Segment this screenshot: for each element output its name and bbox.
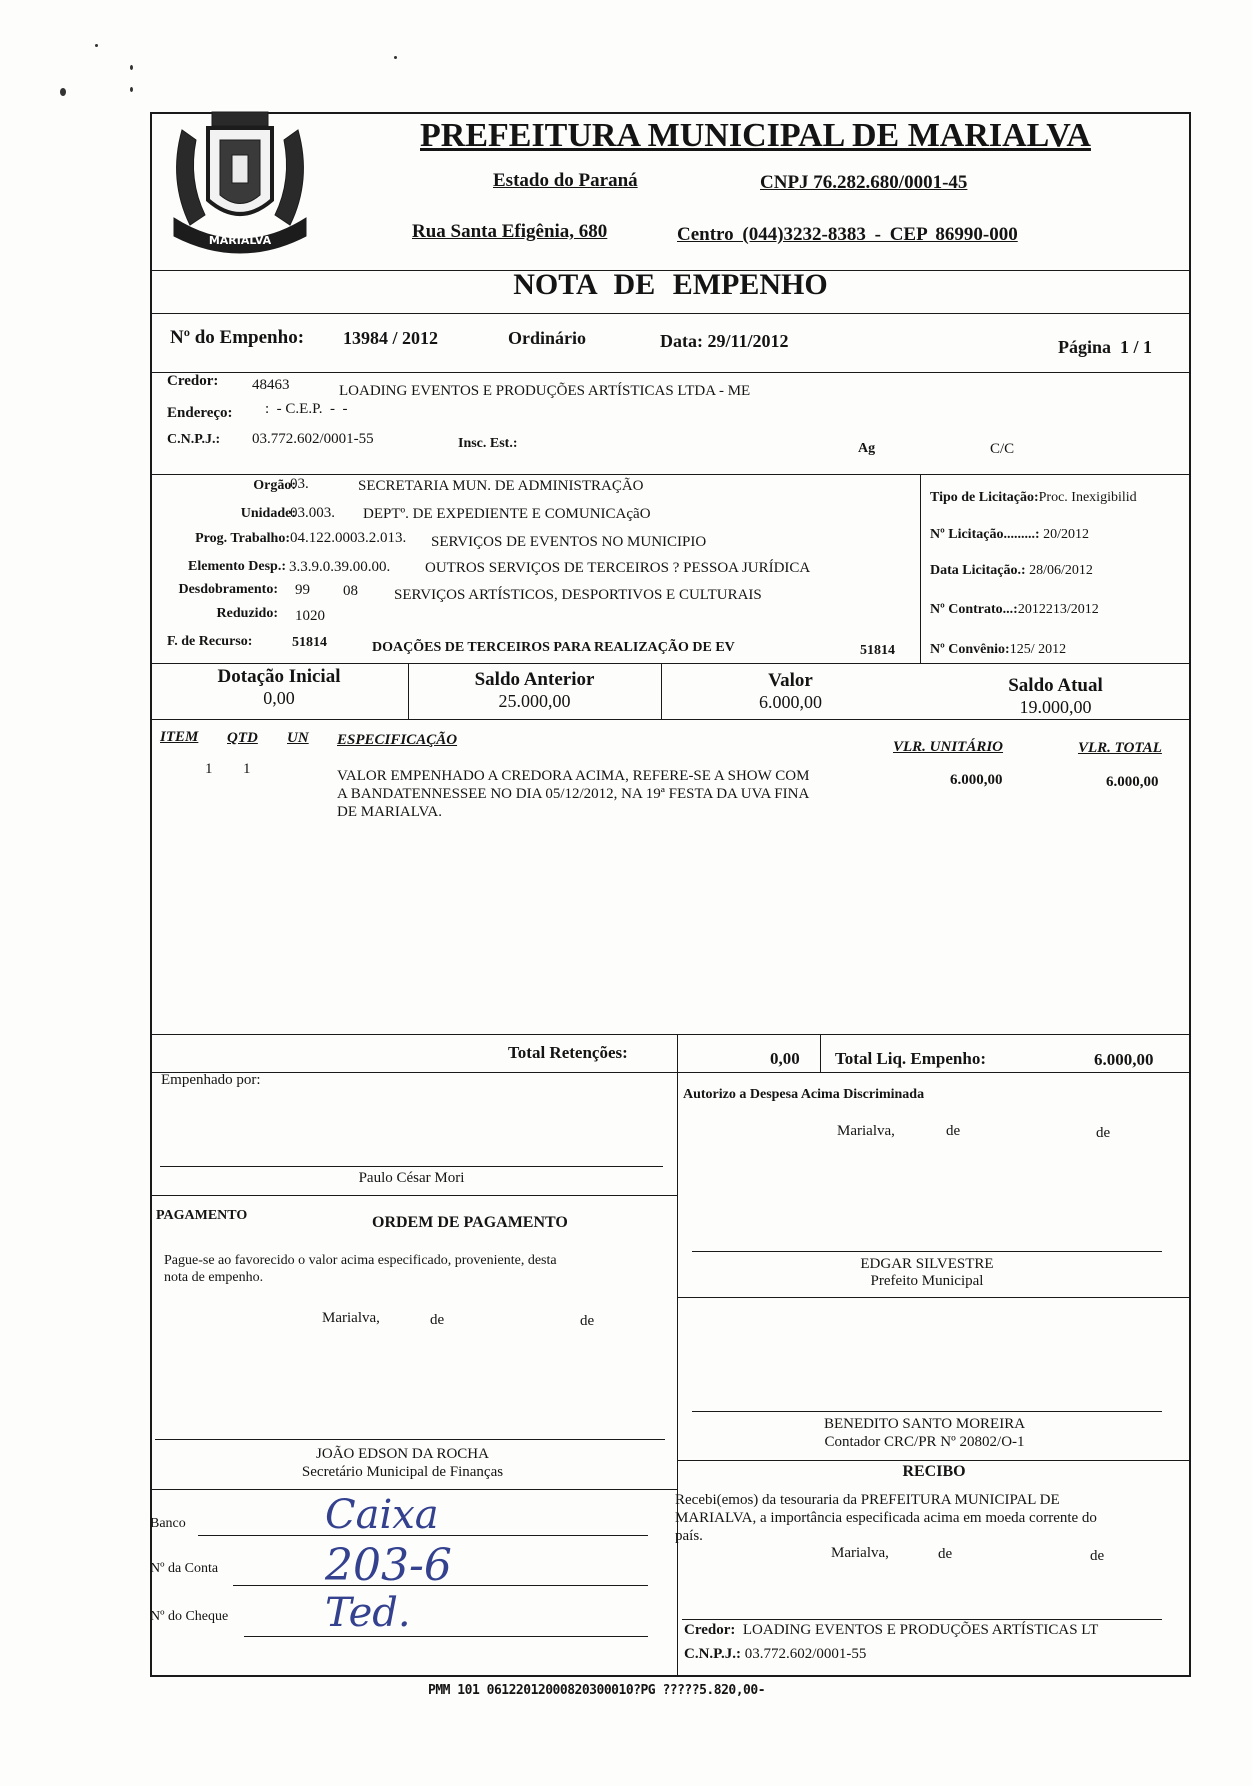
signature-line bbox=[155, 1439, 665, 1440]
address-label: Endereço: bbox=[167, 405, 233, 421]
numero-licitacao: Nº Licitação.........: 20/2012 bbox=[930, 527, 1089, 542]
scan-speck bbox=[60, 88, 66, 96]
creditor-cnpj: 03.772.602/0001-55 bbox=[252, 431, 374, 447]
district-phone: Centro (044)3232-8383 - CEP 86990-000 bbox=[677, 224, 1018, 245]
cc-label: C/C bbox=[990, 441, 1015, 457]
saldo-atual: Saldo Atual 19.000,00 bbox=[1008, 675, 1103, 717]
contador-signature: BENEDITO SANTO MOREIRA Contador CRC/PR Nº 20802/O-1 bbox=[823, 1416, 1026, 1450]
unidade-label: Unidade: bbox=[240, 506, 296, 521]
desdobramento-name: SERVIÇOS ARTÍSTICOS, DESPORTIVOS E CULTURAIS bbox=[394, 587, 762, 603]
secretario-signature: JOÃO EDSON DA ROCHA Secretário Municipal de Finanças bbox=[301, 1446, 504, 1480]
prog-trabalho-label: Prog. Trabalho: bbox=[195, 531, 290, 546]
authorization-de-2: de bbox=[1096, 1125, 1111, 1141]
scan-speck bbox=[130, 87, 133, 92]
pagamento-label: PAGAMENTO bbox=[156, 1208, 248, 1223]
creditor-code: 48463 bbox=[252, 377, 290, 393]
total-liquido-label: Total Liq. Empenho: bbox=[835, 1049, 986, 1068]
receipt-de-1: de bbox=[938, 1546, 953, 1562]
data-licitacao: Data Licitação.: 28/06/2012 bbox=[930, 563, 1093, 578]
authorization-city: Marialva, bbox=[837, 1123, 895, 1139]
creditor-label: Credor: bbox=[167, 373, 219, 389]
prog-trabalho-name: SERVIÇOS DE EVENTOS NO MUNICIPIO bbox=[431, 534, 707, 550]
pagamento-text: Pague-se ao favorecido o valor acima especificado, proveniente, desta nota de empenho. bbox=[164, 1253, 557, 1285]
scan-speck bbox=[130, 65, 133, 70]
unidade-name: DEPTº. DE EXPEDIENTE E COMUNICAçãO bbox=[363, 506, 651, 522]
signature-line bbox=[160, 1166, 663, 1167]
svg-text:MARIALVA: MARIALVA bbox=[208, 234, 272, 247]
banco-label: Banco bbox=[150, 1516, 186, 1531]
total-liquido-value: 6.000,00 bbox=[1094, 1050, 1154, 1069]
signature-line bbox=[682, 1619, 1162, 1620]
receipt-cnpj: C.N.P.J.: 03.772.602/0001-55 bbox=[684, 1646, 867, 1662]
header-cnpj: CNPJ 76.282.680/0001-45 bbox=[760, 172, 968, 193]
recurso-label: F. de Recurso: bbox=[167, 634, 253, 649]
autorizo-despesa: Autorizo a Despesa Acima Discriminada bbox=[683, 1087, 925, 1102]
valor-empenho: Valor 6.000,00 bbox=[759, 670, 822, 712]
item-qtd: 1 bbox=[243, 761, 251, 777]
empenho-number: 13984 / 2012 bbox=[343, 328, 439, 348]
item-total-value: 6.000,00 bbox=[1106, 774, 1159, 790]
creditor-name: LOADING EVENTOS E PRODUÇÕES ARTÍSTICAS LTDA - ME bbox=[339, 383, 751, 399]
payment-de-2: de bbox=[580, 1313, 595, 1329]
col-especificacao: ESPECIFICAÇÃO bbox=[337, 732, 458, 748]
receipt-city: Marialva, bbox=[831, 1545, 889, 1561]
ag-label: Ag bbox=[858, 441, 876, 456]
banco-handwritten: Caixa bbox=[325, 1492, 439, 1538]
numero-contrato: Nº Contrato...:2012213/2012 bbox=[930, 602, 1099, 617]
recurso-code: 51814 bbox=[292, 635, 327, 650]
col-vlr-total: VLR. TOTAL bbox=[1078, 740, 1162, 756]
elemento-name: OUTROS SERVIÇOS DE TERCEIROS ? PESSOA JURÍDICA bbox=[425, 560, 811, 576]
municipality-title: PREFEITURA MUNICIPAL DE MARIALVA bbox=[420, 117, 1091, 154]
document-title: NOTA DE EMPENHO bbox=[513, 268, 828, 301]
scan-speck bbox=[394, 56, 397, 59]
authorization-de-1: de bbox=[946, 1123, 961, 1139]
empenho-type: Ordinário bbox=[508, 328, 587, 348]
city-crest-icon bbox=[160, 100, 320, 260]
cnpj-label: C.N.P.J.: bbox=[167, 432, 221, 447]
col-qtd: QTD bbox=[227, 730, 258, 746]
desdobramento-b: 08 bbox=[343, 583, 358, 599]
insc-est-label: Insc. Est.: bbox=[458, 436, 518, 451]
page-indicator: Página 1 / 1 bbox=[1058, 337, 1153, 357]
address-value: : - C.E.P. - - bbox=[265, 401, 348, 417]
reduzido-value: 1020 bbox=[295, 608, 325, 624]
total-retencoes-value: 0,00 bbox=[770, 1049, 800, 1068]
payment-de-1: de bbox=[430, 1312, 445, 1328]
empenho-date: Data: 29/11/2012 bbox=[660, 331, 789, 351]
dotacao-inicial: Dotação Inicial 0,00 bbox=[217, 666, 341, 708]
conta-label: Nº da Conta bbox=[150, 1561, 219, 1576]
col-un: UN bbox=[287, 730, 309, 746]
receipt-de-2: de bbox=[1090, 1548, 1105, 1564]
total-retencoes-label: Total Retenções: bbox=[508, 1043, 628, 1062]
prefeito-signature: EDGAR SILVESTRE Prefeito Municipal bbox=[860, 1256, 994, 1289]
footer-machine-code: PMM 101 06122012000820300010?PG ?????5.820,00- bbox=[428, 1683, 766, 1698]
elemento-code: 3.3.9.0.39.00.00. bbox=[289, 559, 391, 575]
signature-line bbox=[692, 1251, 1162, 1252]
ordem-pagamento-title: ORDEM DE PAGAMENTO bbox=[372, 1214, 568, 1231]
scan-speck bbox=[95, 44, 98, 47]
empenho-number-label: Nº do Empenho: bbox=[170, 327, 305, 348]
recurso-code-2: 51814 bbox=[860, 643, 895, 658]
col-vlr-unitario: VLR. UNITÁRIO bbox=[893, 739, 1004, 755]
item-unit-value: 6.000,00 bbox=[950, 772, 1003, 788]
recibo-title: RECIBO bbox=[902, 1463, 966, 1480]
orgao-name: SECRETARIA MUN. DE ADMINISTRAÇÃO bbox=[358, 478, 644, 494]
reduzido-label: Reduzido: bbox=[216, 606, 278, 621]
state-name: Estado do Paraná bbox=[493, 170, 638, 191]
col-item: ITEM bbox=[160, 729, 199, 745]
conta-handwritten: 203-6 bbox=[325, 1540, 452, 1591]
prog-trabalho-code: 04.122.0003.2.013. bbox=[290, 530, 407, 546]
payment-city: Marialva, bbox=[322, 1310, 380, 1326]
orgao-label: Orgão: bbox=[253, 478, 296, 493]
tipo-licitacao: Tipo de Licitação:Proc. Inexigibilid bbox=[930, 490, 1137, 505]
recurso-name: DOAÇÕES DE TERCEIROS PARA REALIZAÇÃO DE EV bbox=[372, 640, 735, 655]
empenhado-por-label: Empenhado por: bbox=[161, 1072, 261, 1088]
item-spec: VALOR EMPENHADO A CREDORA ACIMA, REFERE-SE A SHOW COM A BANDATENNESSEE NO DIA 05/12/2012, NA 19ª FESTA DA UVA FINA DE MARIALVA. bbox=[337, 768, 810, 820]
item-number: 1 bbox=[205, 761, 213, 777]
recibo-text: Recebi(emos) da tesouraria da PREFEITURA MUNICIPAL DE MARIALVA, a importância especificada acima em moeda corrente do país. bbox=[675, 1492, 1097, 1544]
desdobramento-a: 99 bbox=[295, 582, 310, 598]
unidade-code: 03.003. bbox=[290, 505, 335, 521]
empenhado-por-name: Paulo César Mori bbox=[358, 1170, 465, 1186]
cheque-label: Nº do Cheque bbox=[150, 1609, 229, 1624]
street-address: Rua Santa Efigênia, 680 bbox=[412, 221, 608, 242]
elemento-label: Elemento Desp.: bbox=[188, 559, 286, 574]
numero-convenio: Nº Convênio:125/ 2012 bbox=[930, 642, 1067, 657]
signature-line bbox=[692, 1411, 1162, 1412]
orgao-code: 03. bbox=[290, 476, 309, 492]
saldo-anterior: Saldo Anterior 25.000,00 bbox=[474, 669, 595, 711]
desdobramento-label: Desdobramento: bbox=[178, 582, 278, 597]
cheque-handwritten: Ted. bbox=[325, 1590, 411, 1636]
receipt-creditor: Credor: LOADING EVENTOS E PRODUÇÕES ARTÍSTICAS LT bbox=[684, 1622, 1099, 1638]
